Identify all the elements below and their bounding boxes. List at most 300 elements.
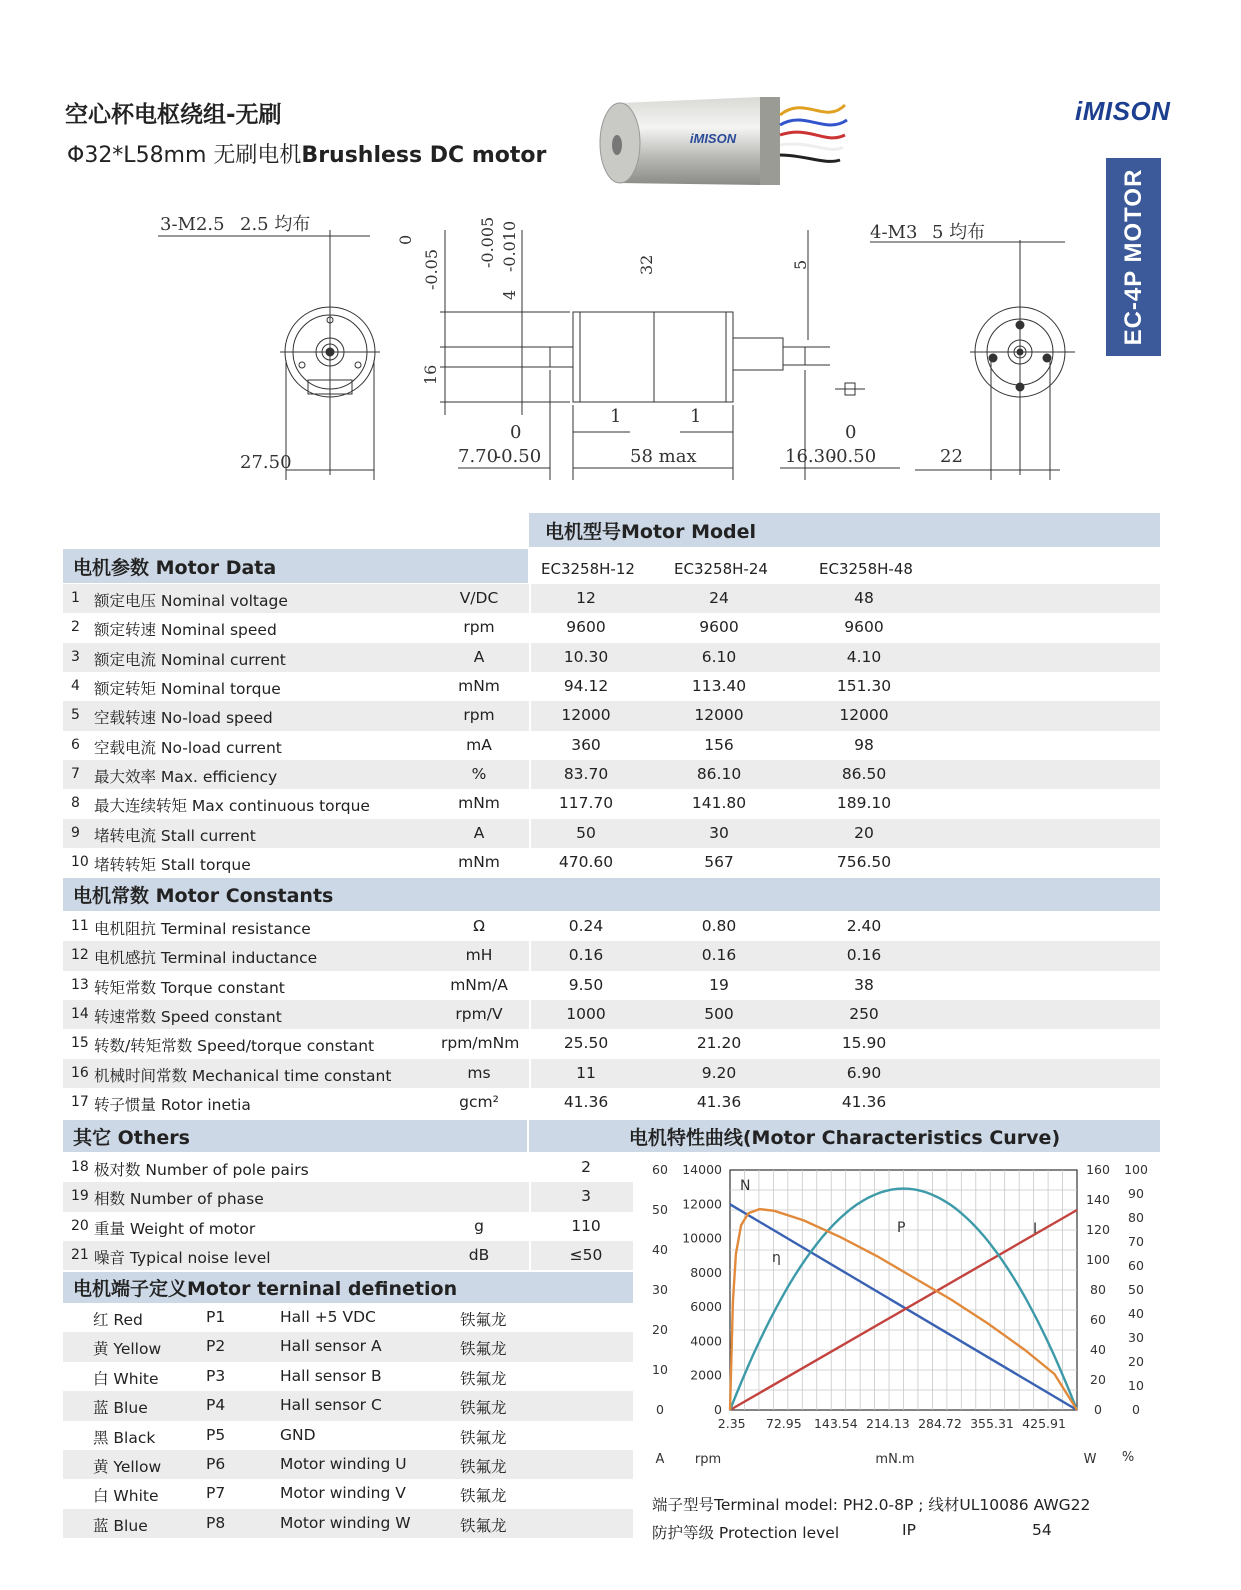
row-label: 额定电流 Nominal current <box>94 650 286 669</box>
terminal-color: 白 White <box>93 1369 159 1388</box>
table-row <box>63 701 1160 730</box>
row-value-48v: 9600 <box>844 618 884 637</box>
protection-code: IP <box>902 1521 916 1539</box>
terminal-color: 蓝 Blue <box>93 1399 148 1418</box>
terminal-pin: P4 <box>206 1396 226 1415</box>
row-value-12v: 0.24 <box>568 917 604 935</box>
row-value-12v: 117.70 <box>558 794 614 813</box>
row-value-24v: 9600 <box>699 618 739 637</box>
row-number: 1 <box>71 590 80 606</box>
table-row <box>63 1450 633 1479</box>
table-row <box>63 1241 633 1270</box>
row-number: 17 <box>71 1094 89 1111</box>
title-size: Φ32*L58mm 无刷电机 <box>67 143 302 168</box>
others-header: 其它 Others <box>63 1120 527 1152</box>
table-row <box>63 789 1160 818</box>
row-label: 电机阻抗 Terminal resistance <box>94 920 311 938</box>
row-value-48v: 189.10 <box>836 794 892 813</box>
others-table <box>63 1153 633 1270</box>
y-tick-label-W: 80 <box>1090 1282 1106 1297</box>
technical-drawing <box>140 200 1080 500</box>
row-number: 19 <box>71 1188 89 1205</box>
dim-rear-len: 16.30 <box>785 446 837 467</box>
series-label: N <box>740 1178 751 1194</box>
terminal-pin: P7 <box>206 1484 226 1503</box>
series-label: I <box>1033 1221 1038 1237</box>
x-tick-label: 214.13 <box>866 1416 910 1431</box>
series-tab-label: EC-4P MOTOR <box>1119 168 1147 346</box>
terminal-func: Motor winding U <box>280 1454 407 1473</box>
table-row <box>63 971 1160 1000</box>
dim-pin-dia: 4 <box>500 289 519 300</box>
column-divider <box>529 912 531 941</box>
terminal-color: 蓝 Blue <box>93 1516 148 1535</box>
row-value-48v: 756.50 <box>836 853 892 872</box>
y-tick-label-pct: 60 <box>1128 1258 1144 1273</box>
y-tick-label-pct: 30 <box>1128 1330 1144 1345</box>
column-divider <box>529 672 531 701</box>
row-value-24v: 0.16 <box>701 946 737 965</box>
table-row <box>63 643 1160 672</box>
terminal-func: Hall +5 VDC <box>280 1308 376 1326</box>
row-number: 9 <box>71 824 80 841</box>
row-label: 相数 Number of phase <box>94 1190 264 1209</box>
y-tick-label-A: 60 <box>652 1162 668 1177</box>
column-divider <box>529 971 531 1000</box>
model-2: EC3258H-24 <box>674 560 768 578</box>
row-value-24v: 41.36 <box>696 1093 742 1112</box>
row-unit: mH <box>465 946 493 965</box>
dim-rear-shaft-dia: 5 <box>791 259 810 270</box>
row-label: 堵转转矩 Stall torque <box>94 856 251 875</box>
row-value-12v: 9600 <box>566 618 606 637</box>
motor-photo <box>595 85 855 195</box>
column-divider <box>529 701 531 730</box>
dim-body-dia: 32 <box>637 254 656 275</box>
row-unit: rpm <box>463 618 495 637</box>
column-divider <box>529 1182 531 1211</box>
y-tick-label-W: 120 <box>1086 1222 1110 1237</box>
y-tick-label-rpm: 0 <box>714 1402 722 1417</box>
table-row <box>63 1212 633 1241</box>
terminal-mat: 铁氟龙 <box>460 1428 507 1447</box>
x-tick-label: 284.72 <box>918 1416 962 1431</box>
column-divider <box>529 1212 531 1241</box>
y-tick-label-W: 140 <box>1086 1192 1110 1207</box>
y-tick-label-pct: 100 <box>1124 1162 1148 1177</box>
motor-constants-header: 电机常数 Motor Constants <box>63 878 1160 911</box>
row-value: 3 <box>581 1187 591 1206</box>
x-tick-label: 425.91 <box>1022 1416 1066 1431</box>
row-value-48v: 48 <box>854 589 874 607</box>
axis-unit-rpm: rpm <box>694 1452 722 1467</box>
model-3: EC3258H-48 <box>819 560 913 578</box>
y-tick-label-pct: 0 <box>1132 1402 1140 1417</box>
photo-brand: iMISON <box>689 131 737 146</box>
dim-front-len: 7.70 <box>458 446 499 467</box>
dim-rear-dia: 22 <box>940 446 963 467</box>
protection-value: 54 <box>1032 1521 1052 1539</box>
row-value-48v: 0.16 <box>846 946 882 965</box>
dim-front-depth: 2.5 均布 <box>240 214 311 235</box>
column-divider <box>529 731 531 760</box>
y-tick-label-A: 30 <box>652 1282 668 1297</box>
table-row <box>63 1362 633 1391</box>
row-value-24v: 9.20 <box>701 1063 737 1082</box>
row-label: 最大效率 Max. efficiency <box>94 768 278 787</box>
row-value-12v: 10.30 <box>563 647 609 666</box>
column-divider <box>529 760 531 789</box>
row-unit: mNm <box>458 794 500 813</box>
row-unit: mNm/A <box>450 975 508 994</box>
series-tab <box>1106 158 1161 356</box>
row-unit: rpm/mNm <box>441 1034 520 1053</box>
row-value-48v: 20 <box>854 823 874 842</box>
column-divider <box>529 1088 531 1117</box>
row-number: 2 <box>71 619 80 636</box>
terminal-color: 黑 Black <box>93 1428 156 1447</box>
axis-unit-pct: % <box>1121 1450 1135 1465</box>
terminal-mat: 铁氟龙 <box>460 1369 507 1388</box>
column-divider <box>529 1153 531 1182</box>
row-unit: dB <box>468 1246 490 1265</box>
row-unit: V/DC <box>459 589 499 607</box>
table-row <box>63 1153 633 1182</box>
terminal-pin: P6 <box>206 1454 226 1473</box>
row-label: 堵转电流 Stall current <box>94 826 256 845</box>
dim-front-dia: 27.50 <box>240 452 292 473</box>
y-tick-label-pct: 40 <box>1128 1306 1144 1321</box>
row-label: 空载电流 No-load current <box>94 738 282 757</box>
dim-pin-tol-bot: -0.010 <box>500 220 519 272</box>
terminal-color: 白 White <box>93 1487 159 1506</box>
y-tick-label-pct: 20 <box>1128 1354 1144 1369</box>
table-row <box>63 1332 633 1361</box>
row-label: 额定转矩 Nominal torque <box>94 680 281 699</box>
y-tick-label-W: 100 <box>1086 1252 1110 1267</box>
row-value-12v: 1000 <box>566 1005 606 1024</box>
column-divider <box>529 1000 531 1029</box>
table-row <box>63 1182 633 1211</box>
table-row <box>63 1088 1160 1117</box>
y-tick-label-A: 10 <box>652 1362 668 1377</box>
column-divider <box>529 941 531 970</box>
row-label: 转速常数 Speed constant <box>94 1008 282 1027</box>
row-value-48v: 98 <box>854 735 874 754</box>
row-value-12v: 12000 <box>561 706 611 725</box>
dim-rear-len-tol: -0.50 <box>830 446 877 467</box>
row-unit: % <box>471 765 487 784</box>
table-row <box>63 1391 633 1420</box>
series-label: P <box>897 1220 906 1236</box>
row-value-12v: 25.50 <box>563 1034 609 1053</box>
row-value-24v: 500 <box>704 1005 734 1024</box>
x-tick-label: 143.54 <box>813 1416 858 1431</box>
row-value-12v: 360 <box>571 735 601 754</box>
terminal-func: Hall sensor C <box>280 1396 382 1415</box>
y-tick-label-rpm: 2000 <box>690 1367 722 1383</box>
column-divider <box>529 789 531 818</box>
terminal-pin: P5 <box>206 1425 226 1444</box>
terminal-mat: 铁氟龙 <box>460 1399 507 1418</box>
y-tick-label-W: 0 <box>1094 1402 1102 1417</box>
dim-rear-thread: 4-M3 <box>870 222 918 243</box>
terminal-model: 端子型号Terminal model: PH2.0-8P ; 线材UL10086 AWG22 <box>652 1496 1091 1514</box>
row-label: 空载转速 No-load speed <box>94 709 273 728</box>
table-row <box>63 731 1160 760</box>
dim-rear-len-tol-top: 0 <box>845 422 857 443</box>
row-unit: Ω <box>473 917 485 935</box>
row-value: 2 <box>581 1158 591 1176</box>
terminal-color: 黄 Yellow <box>93 1340 162 1359</box>
terminal-mat: 铁氟龙 <box>460 1487 507 1506</box>
terminal-color: 红 Red <box>93 1311 143 1329</box>
row-value-24v: 141.80 <box>691 794 747 813</box>
y-tick-label-rpm: 4000 <box>690 1333 722 1349</box>
row-number: 14 <box>71 1006 89 1023</box>
table-row <box>63 1421 633 1450</box>
y-tick-label-rpm: 8000 <box>690 1264 722 1280</box>
protection-label: 防护等级 Protection level <box>652 1524 840 1542</box>
row-unit: ms <box>467 1063 491 1082</box>
row-value-48v: 250 <box>849 1005 879 1024</box>
characteristics-chart <box>640 1158 1160 1478</box>
table-row <box>63 912 1160 941</box>
axis-unit-w: W <box>1083 1452 1097 1467</box>
row-number: 20 <box>71 1217 89 1234</box>
row-number: 13 <box>71 976 89 993</box>
motor-data-table <box>63 584 1160 877</box>
table-row <box>63 1000 1160 1029</box>
dim-front-len-tol-top: 0 <box>510 422 522 443</box>
row-value-12v: 94.12 <box>563 677 609 696</box>
row-value-48v: 6.90 <box>846 1063 882 1082</box>
row-value-24v: 113.40 <box>691 677 747 696</box>
row-number: 3 <box>71 648 80 665</box>
row-value-12v: 41.36 <box>563 1093 609 1112</box>
table-row <box>63 819 1160 848</box>
row-value-12v: 83.70 <box>563 765 609 784</box>
row-label: 转矩常数 Torque constant <box>94 978 285 997</box>
y-tick-label-W: 20 <box>1090 1372 1106 1387</box>
row-value-48v: 15.90 <box>841 1034 887 1053</box>
table-row <box>63 613 1160 642</box>
row-value-24v: 0.80 <box>701 917 737 935</box>
row-value-48v: 41.36 <box>841 1093 887 1112</box>
motor-data-header: 电机参数 Motor Data <box>63 549 528 583</box>
table-row <box>63 848 1160 877</box>
row-number: 5 <box>71 707 80 724</box>
motor-constants-table <box>63 912 1160 1117</box>
y-tick-label-A: 0 <box>656 1402 664 1417</box>
row-unit: mNm <box>458 853 500 872</box>
row-value-48v: 38 <box>854 975 874 994</box>
row-number: 7 <box>71 766 80 783</box>
row-number: 10 <box>71 854 89 871</box>
y-tick-label-A: 20 <box>652 1322 668 1337</box>
row-unit: mNm <box>458 677 500 696</box>
brand-logo: iMISON <box>1075 96 1171 126</box>
table-row <box>63 1029 1160 1058</box>
y-tick-label-W: 160 <box>1086 1162 1110 1177</box>
dim-shaft-tol-bot: -0.05 <box>422 248 441 290</box>
y-tick-label-W: 40 <box>1090 1342 1106 1357</box>
row-value: 110 <box>571 1216 601 1235</box>
y-tick-label-rpm: 6000 <box>690 1299 722 1315</box>
table-row <box>63 584 1160 613</box>
terminal-pin: P2 <box>206 1337 226 1356</box>
table-row <box>63 672 1160 701</box>
y-tick-label-pct: 80 <box>1128 1210 1144 1225</box>
column-divider <box>529 1029 531 1058</box>
x-tick-label: 2.35 <box>717 1416 746 1431</box>
row-label: 极对数 Number of pole pairs <box>94 1161 309 1179</box>
row-value-12v: 470.60 <box>558 853 614 872</box>
table-row <box>63 1059 1160 1088</box>
terminal-pin: P8 <box>206 1513 226 1532</box>
axis-unit-torque: mN.m <box>875 1452 915 1467</box>
row-value-24v: 12000 <box>694 706 744 725</box>
row-number: 12 <box>71 947 89 964</box>
y-tick-label-rpm: 14000 <box>682 1162 722 1177</box>
row-value-24v: 21.20 <box>696 1034 742 1053</box>
column-divider <box>529 1059 531 1088</box>
terminal-mat: 铁氟龙 <box>460 1311 507 1329</box>
terminal-func: Motor winding V <box>280 1484 406 1503</box>
row-number: 8 <box>71 795 80 812</box>
dim-step-right: 1 <box>690 406 702 427</box>
row-number: 4 <box>71 678 80 695</box>
dim-shaft-dia: 16 <box>421 364 440 385</box>
table-row <box>63 1479 633 1508</box>
table-row <box>63 760 1160 789</box>
terminal-mat: 铁氟龙 <box>460 1457 507 1476</box>
table-row <box>63 1509 633 1538</box>
title-en <box>67 138 546 169</box>
row-unit: A <box>473 647 485 666</box>
terminal-func: Hall sensor B <box>280 1366 382 1385</box>
row-label: 额定电压 Nominal voltage <box>94 592 288 610</box>
terminal-func: Motor winding W <box>280 1513 411 1532</box>
dim-front-len-tol: -0.50 <box>495 446 542 467</box>
y-tick-label-rpm: 12000 <box>682 1196 722 1212</box>
dim-step-left: 1 <box>610 406 622 427</box>
y-tick-label-pct: 50 <box>1128 1282 1144 1297</box>
row-label: 电机感抗 Terminal inductance <box>94 949 318 968</box>
model-1: EC3258H-12 <box>541 560 635 578</box>
row-label: 转数/转矩常数 Speed/torque constant <box>94 1037 375 1056</box>
x-tick-label: 355.31 <box>970 1416 1014 1431</box>
terminal-color: 黄 Yellow <box>93 1457 162 1476</box>
series-label: η <box>772 1250 781 1266</box>
row-number: 15 <box>71 1035 89 1052</box>
y-tick-label-A: 40 <box>652 1242 668 1257</box>
motor-model-header: 电机型号Motor Model <box>529 513 1160 547</box>
row-value-12v: 50 <box>576 823 596 842</box>
column-divider <box>529 613 531 642</box>
row-value-24v: 19 <box>709 975 729 994</box>
row-unit: g <box>474 1216 484 1235</box>
dim-body-len: 58 max <box>630 446 697 467</box>
row-number: 18 <box>71 1159 89 1175</box>
row-label: 噪音 Typical noise level <box>94 1249 271 1268</box>
terminal-table <box>63 1303 633 1538</box>
row-unit: rpm/V <box>455 1005 503 1024</box>
row-value-48v: 4.10 <box>846 647 882 666</box>
row-number: 6 <box>71 736 80 753</box>
row-value-12v: 12 <box>576 589 596 607</box>
table-row <box>63 1303 633 1332</box>
title-type: Brushless DC motor <box>301 143 547 168</box>
row-unit: gcm² <box>459 1093 499 1112</box>
row-label: 转子惯量 Rotor inetia <box>94 1096 251 1115</box>
row-value-24v: 30 <box>709 823 729 842</box>
row-value-48v: 12000 <box>839 706 889 725</box>
terminal-mat: 铁氟龙 <box>460 1340 507 1359</box>
axis-unit-a: A <box>655 1452 665 1467</box>
y-tick-label-A: 50 <box>652 1202 668 1217</box>
row-value-24v: 156 <box>704 735 734 754</box>
title-cn: 空心杯电枢绕组-无刷 <box>65 102 282 128</box>
y-tick-label-pct: 10 <box>1128 1378 1144 1393</box>
row-value-48v: 2.40 <box>846 917 882 935</box>
column-divider <box>529 643 531 672</box>
terminal-header: 电机端子定义Motor terninal definetiоn <box>63 1272 633 1303</box>
x-tick-label: 72.95 <box>765 1416 802 1431</box>
y-tick-label-pct: 70 <box>1128 1234 1144 1249</box>
model-names <box>529 556 1160 584</box>
row-unit: mA <box>466 735 492 754</box>
row-value-48v: 151.30 <box>836 677 892 696</box>
row-value: ≤50 <box>569 1246 603 1265</box>
row-label: 机械时间常数 Mechanical time constant <box>94 1066 392 1085</box>
dim-pin-tol-top: -0.005 <box>478 216 497 268</box>
dim-rear-depth: 5 均布 <box>932 222 986 243</box>
row-value-24v: 567 <box>704 853 734 872</box>
row-label: 额定转速 Nominal speed <box>94 621 277 640</box>
terminal-func: Hall sensor A <box>280 1337 382 1356</box>
row-value-24v: 86.10 <box>696 765 742 784</box>
column-divider <box>529 848 531 877</box>
row-value-12v: 0.16 <box>568 946 604 965</box>
table-row <box>63 941 1160 970</box>
dim-shaft-tol-top: 0 <box>396 234 415 245</box>
row-number: 16 <box>71 1064 89 1081</box>
terminal-pin: P1 <box>206 1308 226 1326</box>
row-label: 最大连续转矩 Max continuous torque <box>94 797 370 816</box>
column-divider <box>529 819 531 848</box>
column-divider <box>529 584 531 613</box>
y-tick-label-rpm: 10000 <box>682 1230 722 1246</box>
dim-front-thread: 3-M2.5 <box>160 214 225 235</box>
row-unit: rpm <box>463 706 495 725</box>
row-label: 重量 Weight of motor <box>94 1219 256 1238</box>
y-tick-label-W: 60 <box>1090 1312 1106 1327</box>
column-divider <box>529 1241 531 1270</box>
row-unit: A <box>473 823 485 842</box>
row-number: 11 <box>71 918 89 934</box>
row-value-48v: 86.50 <box>841 765 887 784</box>
terminal-pin: P3 <box>206 1366 226 1385</box>
terminal-mat: 铁氟龙 <box>460 1516 507 1535</box>
row-value-12v: 11 <box>576 1063 596 1082</box>
row-value-24v: 6.10 <box>701 647 737 666</box>
terminal-func: GND <box>280 1425 316 1444</box>
curve-header: 电机特性曲线(Motor Characteristics Curve) <box>529 1120 1160 1152</box>
y-tick-label-pct: 90 <box>1128 1186 1144 1201</box>
row-value-12v: 9.50 <box>568 975 604 994</box>
row-value-24v: 24 <box>709 589 729 607</box>
